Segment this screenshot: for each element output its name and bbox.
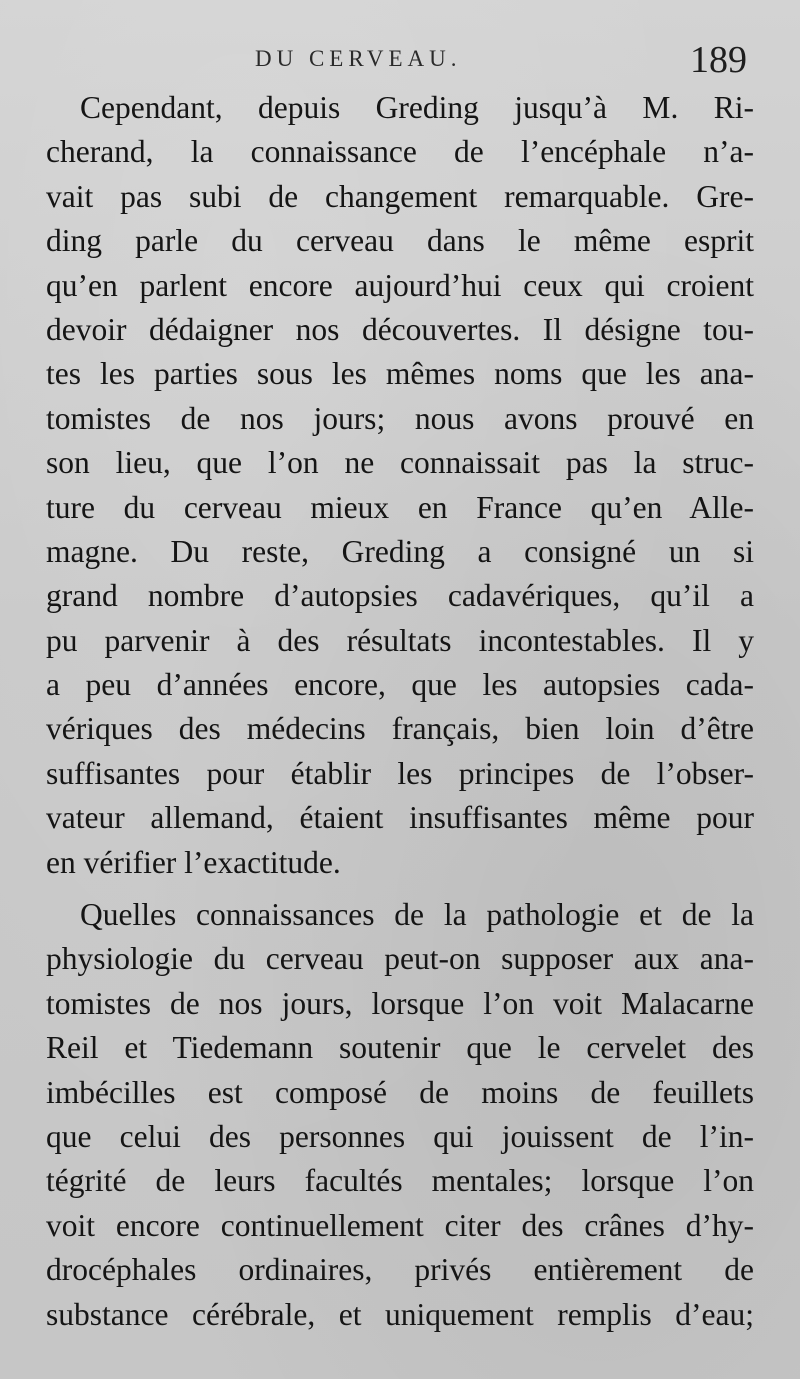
body-text: [46, 86, 754, 1337]
running-head: [0, 38, 800, 88]
paragraph-2: [46, 893, 754, 1337]
text-line: devoir dédaigner nos découvertes. Il désigne tou-: [46, 311, 754, 347]
text-line: Reil et Tiedemann soutenir que le cervelet des: [46, 1030, 754, 1066]
text-line: magne. Du reste, Greding a consigné un si: [46, 533, 754, 569]
running-title: DU CERVEAU.: [255, 46, 462, 71]
text-line: substance cérébrale, et uniquement remplis d’eau;: [46, 1296, 754, 1332]
text-line: tomistes de nos jours; nous avons prouvé en: [46, 400, 754, 436]
text-line: tégrité de leurs facultés mentales; lorsque l’on: [46, 1163, 754, 1199]
text-line: Quelles connaissances de la pathologie et de la: [80, 897, 754, 933]
text-line: voit encore continuellement citer des crânes d’hy-: [46, 1207, 754, 1243]
text-line: pu parvenir à des résultats incontestables. Il y: [46, 622, 754, 658]
text-line: que celui des personnes qui jouissent de l’in-: [46, 1118, 754, 1154]
page-number: 189: [690, 39, 747, 81]
paragraph-1: [46, 86, 754, 885]
text-line: vait pas subi de changement remarquable. Gre-: [46, 178, 754, 214]
paragraph-spacer: [46, 885, 754, 893]
text-line: tes les parties sous les mêmes noms que les ana-: [46, 356, 754, 392]
text-line: drocéphales ordinaires, privés entièrement de: [46, 1252, 754, 1288]
text-line: vateur allemand, étaient insuffisantes même pour: [46, 800, 754, 836]
text-line: suffisantes pour établir les principes de l’obser-: [46, 755, 754, 791]
text-line: physiologie du cerveau peut-on supposer aux ana-: [46, 941, 754, 977]
text-line: en vérifier l’exactitude.: [46, 844, 341, 880]
text-line: grand nombre d’autopsies cadavériques, qu’il a: [46, 578, 754, 614]
text-line: Cependant, depuis Greding jusqu’à M. Ri-: [80, 90, 754, 125]
text-line: ture du cerveau mieux en France qu’en Alle-: [46, 489, 754, 525]
text-line: cherand, la connaissance de l’encéphale n’a-: [46, 134, 754, 170]
text-line: imbécilles est composé de moins de feuillets: [46, 1074, 754, 1110]
text-line: ding parle du cerveau dans le même esprit: [46, 223, 754, 259]
text-line: qu’en parlent encore aujourd’hui ceux qui croient: [46, 267, 754, 303]
text-line: son lieu, que l’on ne connaissait pas la struc-: [46, 445, 754, 481]
text-line: tomistes de nos jours, lorsque l’on voit Malacarne: [46, 985, 754, 1021]
text-line: vériques des médecins français, bien loin d’être: [46, 711, 754, 747]
text-line: a peu d’années encore, que les autopsies cada-: [46, 667, 754, 703]
